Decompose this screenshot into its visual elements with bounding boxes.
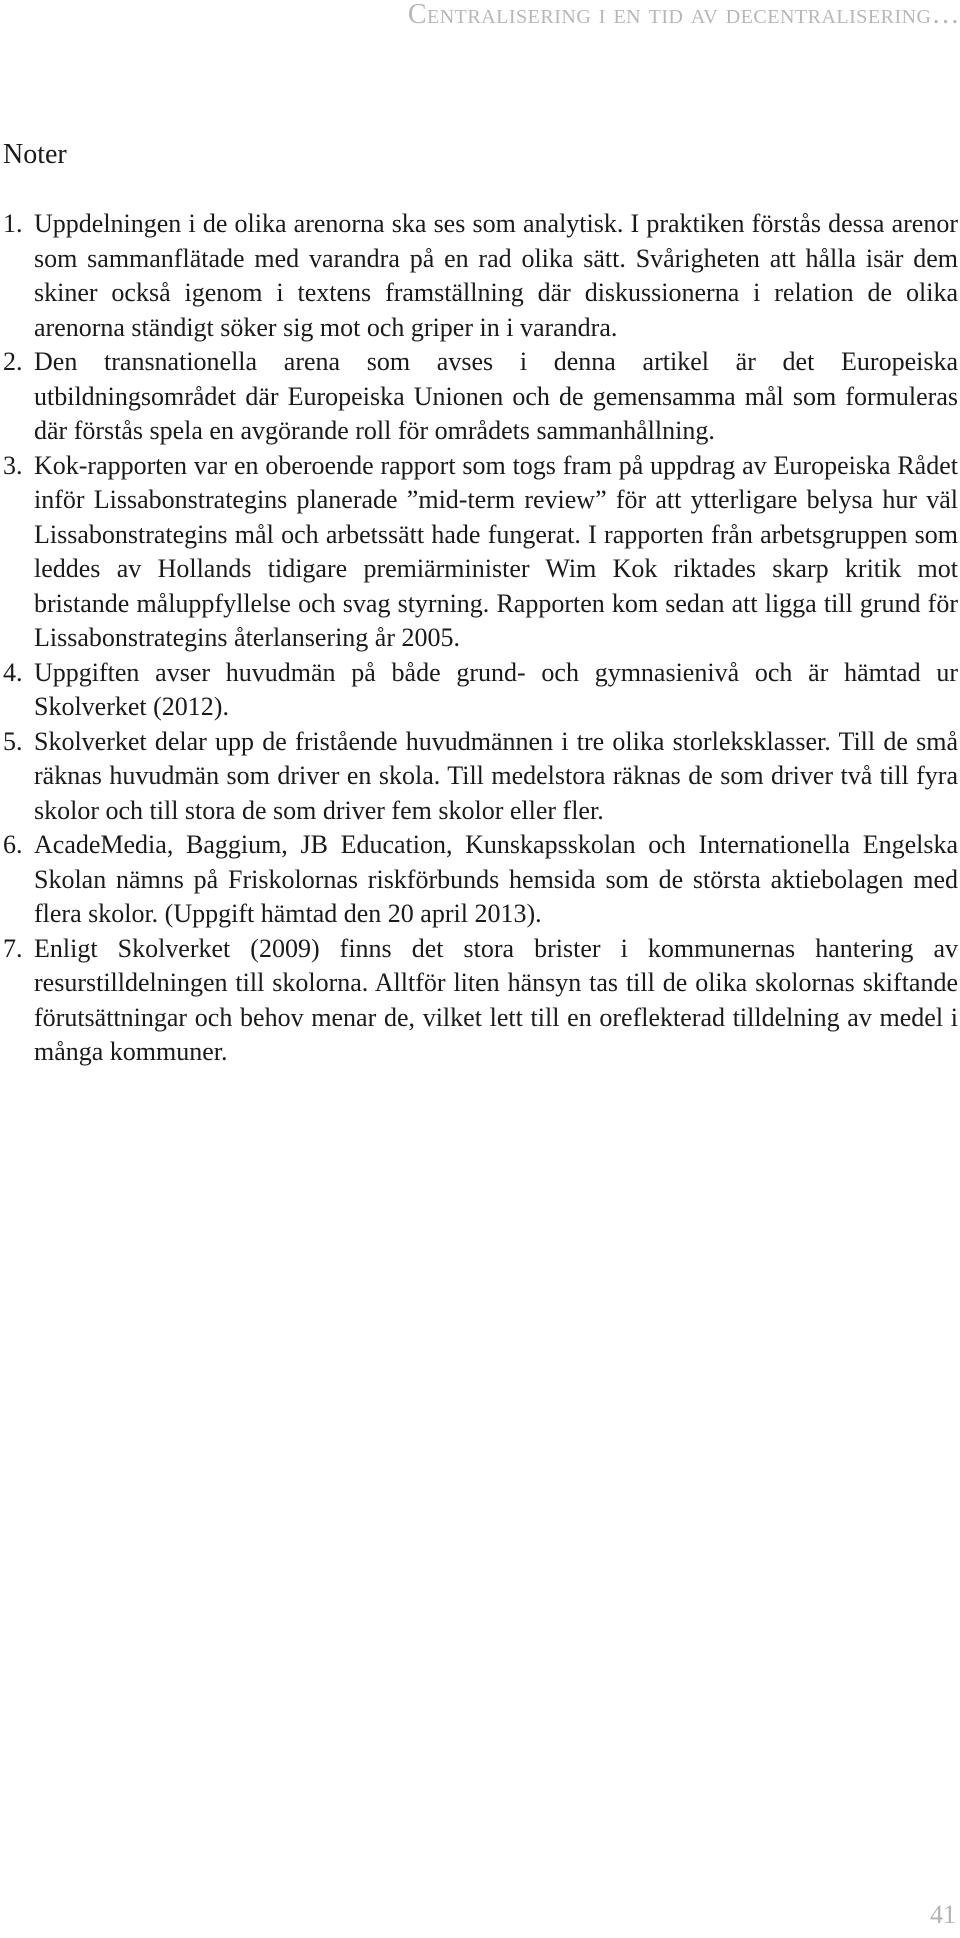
notes-list (3, 207, 958, 1070)
note-item (3, 449, 958, 656)
note-text: Enligt Skolverket (2009) finns det stora brister i kommunernas hantering av resurstilldelningen till skolorna. Alltför liten hänsyn tas till de olika skolornas skiftande förutsättningar och behov menar de, vilket lett till en oreflekterad tilldelning av medel i många kommuner. (34, 933, 958, 1066)
note-number: 7. (3, 933, 23, 963)
note-number: 2. (3, 347, 23, 376)
note-text: Uppgiften avser huvudmän på både grund- och gymnasienivå och är hämtad ur Skolverket (2012). (34, 657, 958, 721)
running-header: Centralisering i en tid av decentralisering… (407, 0, 960, 30)
note-number: 5. (3, 726, 23, 756)
note-item (3, 828, 958, 932)
note-item (3, 345, 958, 449)
section-heading-notes: Noter (3, 139, 67, 170)
note-text: AcadeMedia, Baggium, JB Education, Kunskapsskolan och Internationella Engelska Skolan nämns på Friskolornas riskförbunds hemsida som de största aktiebolagen med flera skolor. (Uppgift hämtad den 20 april 2013). (34, 830, 958, 928)
note-text: Den transnationella arena som avses i denna artikel är det Europeiska utbildningsområdet där Europeiska Unionen och de gemensamma mål som formuleras där förstås spela en avgörande roll för områdets sammanhållning. (34, 347, 958, 445)
note-item (3, 932, 958, 1070)
note-text: Uppdelningen i de olika arenorna ska ses som analytisk. I praktiken förstås dessa arenor som sammanflätade med varandra på en rad olika sätt. Svårigheten att hålla isär dem skiner också igenom i textens framställning där diskussionerna i relation de olika arenorna ständigt söker sig mot och griper in i varandra. (34, 209, 958, 342)
note-text: Skolverket delar upp de fristående huvudmännen i tre olika storleksklasser. Till de små räknas huvudmän som driver en skola. Till medelstora räknas de som driver två till fyra skolor och till stora de som driver fem skolor eller fler. (34, 726, 958, 825)
note-item (3, 207, 958, 345)
note-item (3, 656, 958, 725)
page-number: 41 (930, 1900, 956, 1929)
note-number: 3. (3, 450, 23, 480)
note-item (3, 725, 958, 829)
note-number: 4. (3, 657, 23, 687)
note-text: Kok-rapporten var en oberoende rapport som togs fram på uppdrag av Europeiska Rådet inför Lissabonstrategins planerade ”mid-term review” för att ytterligare belysa hur väl Lissabonstrategins mål och arbetssätt hade fungerat. I rapporten från arbetsgruppen som leddes av Hollands tidigare premiärminister Wim Kok riktades skarp kritik mot bristande måluppfyllelse och svag styrning. Rapporten kom sedan att ligga till grund för Lissabonstrategins återlansering år 2005. (34, 450, 958, 652)
note-number: 1. (3, 209, 23, 238)
note-number: 6. (3, 830, 23, 859)
